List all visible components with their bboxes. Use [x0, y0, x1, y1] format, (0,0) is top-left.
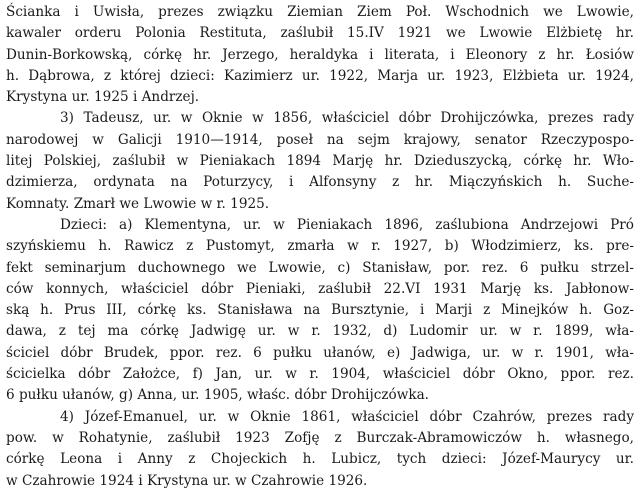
- text-line: ską h. Prus III, córkę ks. Stanisława na Bursztynie, i Marji z Minejków h. Goz-: [6, 302, 634, 319]
- text-line: Dunin-Borkowską, córkę hr. Jerzego, heraldyka i literata, i Eleonory z hr. Łosiów: [6, 46, 634, 63]
- text-line: Ścianka i Uwisła, prezes związku Ziemian Ziem Poł. Wschodnich we Lwowie,: [6, 4, 634, 20]
- text-line: fekt seminarjum duchownego we Lwowie, c) Stanisław, por. rez. 6 pułku strzel-: [6, 259, 634, 276]
- text-line: dzimierza, ordynata na Poturzycy, i Alfonsyny z hr. Miączyńskich h. Suche-: [6, 174, 634, 191]
- text-line: narodowej w Galicji 1910—1914, poseł na sejm krajowy, senator Rzeczypospo-: [6, 131, 634, 148]
- text-line: pow. w Rohatynie, zaślubił 1923 Zofję z Burczak-Abramowiczów h. własnego,: [6, 429, 634, 446]
- text-line: w Czahrowie 1924 i Krystyna ur. w Czahrowie 1926.: [6, 472, 368, 489]
- text-line: szyńskiemu h. Rawicz z Pustomyt, zmarła w r. 1927, b) Włodzimierz, ks. pre-: [6, 238, 634, 255]
- text-line: ców konnych, właściciel dóbr Pieniaki, zaślubił 22.VI 1931 Marję ks. Jabłonow-: [6, 280, 634, 297]
- text-line: litej Polskiej, zaślubił w Pieniakach 1894 Marję hr. Dzieduszycką, córkę hr. Wło-: [6, 153, 634, 170]
- text-line: Krystyna ur. 1925 i Andrzej.: [6, 89, 200, 106]
- text-line: Komnaty. Zmarł we Lwowie w r. 1925.: [6, 195, 270, 212]
- text-line: dawa, z tej ma córkę Jadwigę ur. w r. 1932, d) Ludomir ur. w r. 1899, wła-: [6, 323, 634, 340]
- text-line: ścicielka dóbr Założce, f) Jan, ur. w r. 1904, właściciel dóbr Okno, ppor. rez.: [6, 366, 634, 383]
- text-line: 6 pułku ułanów, g) Anna, ur. 1905, właśc. dóbr Drohijczówka.: [6, 387, 429, 404]
- text-line: h. Dąbrowa, z której dzieci: Kazimierz ur. 1922, Marja ur. 1923, Elżbieta ur. 1924,: [6, 67, 634, 84]
- paragraph-start-line: Dzieci: a) Klementyna, ur. w Pieniakach 1896, zaślubiona Andrzejowi Pró: [60, 216, 634, 233]
- paragraph-start-line: 3) Tadeusz, ur. w Oknie w 1856, właściciel dóbr Drohijczówka, prezes rady: [60, 110, 634, 127]
- text-line: córkę Leona i Anny z Chojeckich h. Lubicz, tych dzieci: Józef-Maurycy ur.: [6, 451, 634, 468]
- text-line: kawaler orderu Polonia Restituta, zaślubił 15.IV 1921 we Lwowie Elżbietę hr.: [6, 25, 634, 42]
- text-line: ściciel dóbr Brudek, ppor. rez. 6 pułku ułanów, e) Jadwiga, ur. w r. 1901, wła-: [6, 344, 634, 361]
- paragraph-start-line: 4) Józef-Emanuel, ur. w Oknie 1861, właściciel dóbr Czahrów, prezes rady: [60, 408, 634, 425]
